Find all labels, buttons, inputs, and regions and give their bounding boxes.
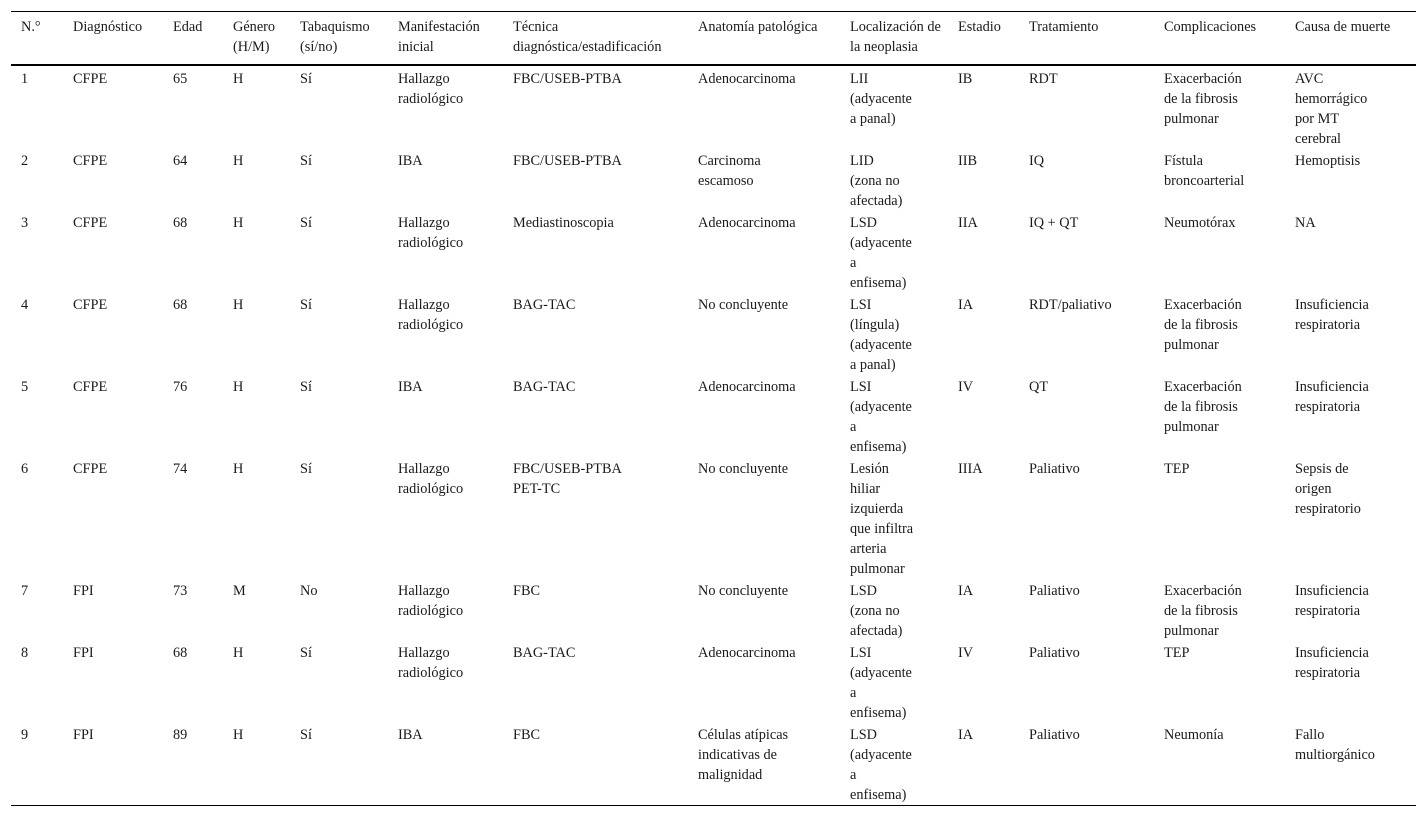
cell-edad: 68 [173,645,188,661]
cell-estadio: IA [958,583,974,599]
cell-anatomia: Adenocarcinoma [698,645,796,661]
cell-tratamiento: RDT/paliativo [1029,297,1112,313]
cell-edad: 89 [173,727,188,743]
cell-num: 1 [21,71,29,87]
cell-diagnostico: CFPE [73,297,108,313]
cell-edad: 65 [173,71,188,87]
cell-complicaciones: Exacerbación de la fibrosis pulmonar [1164,379,1242,435]
cell-edad: 74 [173,461,188,477]
cell-complicaciones: Neumotórax [1164,215,1236,231]
cell-tecnica: FBC/USEB-PTBA [513,153,622,169]
cell-estadio: IA [958,727,974,743]
cell-manifestacion: IBA [398,153,423,169]
cell-causa-muerte: NA [1295,215,1316,231]
column-header: Anatomía patológica [698,19,818,35]
table-row [11,723,1416,806]
cell-localizacion: LSI (adyacente a enfisema) [850,645,912,721]
cell-complicaciones: TEP [1164,645,1190,661]
cell-num: 2 [21,153,29,169]
cell-manifestacion: Hallazgo radiológico [398,297,464,333]
cell-num: 7 [21,583,29,599]
cell-tecnica: BAG-TAC [513,297,576,313]
cell-tabaquismo: Sí [300,461,312,477]
cell-causa-muerte: Insuficiencia respiratoria [1295,297,1369,333]
cell-tratamiento: IQ + QT [1029,215,1079,231]
cell-edad: 68 [173,297,188,313]
cell-num: 3 [21,215,29,231]
cell-diagnostico: FPI [73,727,94,743]
cell-tecnica: Mediastinoscopia [513,215,614,231]
cell-anatomia: No concluyente [698,297,789,313]
cell-localizacion: LID (zona no afectada) [850,153,903,209]
cell-localizacion: LII (adyacente a panal) [850,71,912,127]
cell-estadio: IA [958,297,974,313]
column-header: Género (H/M) [233,19,276,55]
cell-causa-muerte: Insuficiencia respiratoria [1295,379,1369,415]
column-header: Causa de muerte [1295,19,1391,35]
cell-edad: 76 [173,379,188,395]
column-header: Tabaquismo (sí/no) [300,19,370,55]
cell-manifestacion: Hallazgo radiológico [398,215,464,251]
table-row [11,293,1416,375]
cell-diagnostico: CFPE [73,379,108,395]
cell-anatomia: Células atípicas indicativas de malignidad [698,727,789,783]
cell-diagnostico: FPI [73,583,94,599]
column-header: N.° [21,19,41,35]
cell-tratamiento: IQ [1029,153,1045,169]
cell-genero: H [233,71,244,87]
cell-genero: H [233,645,244,661]
cell-tratamiento: RDT [1029,71,1058,87]
table-body [11,65,1416,806]
cell-estadio: IIIA [958,461,983,477]
cell-anatomia: No concluyente [698,461,789,477]
column-header: Técnica diagnóstica/estadificación [513,19,662,55]
cell-anatomia: No concluyente [698,583,789,599]
cell-tratamiento: QT [1029,379,1049,395]
cell-estadio: IV [958,645,974,661]
cell-tabaquismo: Sí [300,645,312,661]
cell-genero: H [233,153,244,169]
cell-manifestacion: Hallazgo radiológico [398,583,464,619]
cell-tabaquismo: Sí [300,727,312,743]
table-row [11,149,1416,211]
cell-causa-muerte: Insuficiencia respiratoria [1295,583,1369,619]
cell-edad: 73 [173,583,188,599]
cell-diagnostico: CFPE [73,215,108,231]
cell-edad: 64 [173,153,188,169]
column-header: Localización de la neoplasia [850,19,941,55]
cell-manifestacion: IBA [398,727,423,743]
cell-complicaciones: TEP [1164,461,1190,477]
cell-tratamiento: Paliativo [1029,583,1080,599]
cell-tabaquismo: Sí [300,153,312,169]
cell-anatomia: Carcinoma escamoso [698,153,761,189]
cell-tabaquismo: Sí [300,71,312,87]
table-row [11,65,1416,149]
column-header: Estadio [958,19,1001,35]
column-header: Edad [173,19,203,35]
cell-num: 9 [21,727,29,743]
cell-tecnica: BAG-TAC [513,645,576,661]
cell-causa-muerte: Fallo multiorgánico [1295,727,1375,763]
table-row [11,375,1416,457]
cell-diagnostico: FPI [73,645,94,661]
cell-num: 5 [21,379,29,395]
cell-num: 6 [21,461,29,477]
cell-tabaquismo: No [300,583,318,599]
cell-complicaciones: Fístula broncoarterial [1164,153,1245,189]
cell-tecnica: FBC [513,727,541,743]
clinical-cases-table [11,11,1416,806]
cell-num: 4 [21,297,29,313]
cell-localizacion: LSD (zona no afectada) [850,583,903,639]
cell-anatomia: Adenocarcinoma [698,215,796,231]
cell-genero: H [233,215,244,231]
cell-complicaciones: Exacerbación de la fibrosis pulmonar [1164,297,1242,353]
cell-diagnostico: CFPE [73,461,108,477]
cell-localizacion: LSI (língula) (adyacente a panal) [850,297,912,373]
cell-tratamiento: Paliativo [1029,461,1080,477]
cell-tabaquismo: Sí [300,215,312,231]
column-header: Manifestación inicial [398,19,480,55]
column-header: Complicaciones [1164,19,1257,35]
table-row [11,457,1416,579]
cell-num: 8 [21,645,29,661]
cell-complicaciones: Exacerbación de la fibrosis pulmonar [1164,583,1242,639]
cell-diagnostico: CFPE [73,71,108,87]
cell-manifestacion: Hallazgo radiológico [398,461,464,497]
cell-estadio: IIB [958,153,978,169]
cell-tecnica: FBC/USEB-PTBA PET-TC [513,461,622,497]
cell-complicaciones: Neumonía [1164,727,1224,743]
cell-genero: H [233,297,244,313]
cell-anatomia: Adenocarcinoma [698,71,796,87]
cell-causa-muerte: Sepsis de origen respiratorio [1295,461,1361,517]
table-header [11,12,1416,66]
cell-estadio: IV [958,379,974,395]
cell-complicaciones: Exacerbación de la fibrosis pulmonar [1164,71,1242,127]
cell-localizacion: LSI (adyacente a enfisema) [850,379,912,455]
cell-estadio: IIA [958,215,978,231]
cell-genero: H [233,379,244,395]
column-header: Tratamiento [1029,19,1099,35]
cell-causa-muerte: Insuficiencia respiratoria [1295,645,1369,681]
cell-manifestacion: Hallazgo radiológico [398,71,464,107]
column-header: Diagnóstico [73,19,143,35]
cell-edad: 68 [173,215,188,231]
cell-tratamiento: Paliativo [1029,727,1080,743]
table-row [11,211,1416,293]
cell-tecnica: BAG-TAC [513,379,576,395]
cell-tratamiento: Paliativo [1029,645,1080,661]
cell-localizacion: LSD (adyacente a enfisema) [850,215,912,291]
table-container [11,11,1416,806]
cell-tecnica: FBC/USEB-PTBA [513,71,622,87]
cell-tabaquismo: Sí [300,297,312,313]
cell-localizacion: LSD (adyacente a enfisema) [850,727,912,803]
cell-localizacion: Lesión hiliar izquierda que infiltra arteria pulmonar [850,461,914,577]
header-row [11,12,1416,66]
table-row [11,641,1416,723]
cell-diagnostico: CFPE [73,153,108,169]
cell-tecnica: FBC [513,583,541,599]
cell-genero: M [233,583,246,599]
cell-estadio: IB [958,71,973,87]
cell-genero: H [233,727,244,743]
cell-tabaquismo: Sí [300,379,312,395]
table-row [11,579,1416,641]
cell-manifestacion: IBA [398,379,423,395]
cell-anatomia: Adenocarcinoma [698,379,796,395]
cell-genero: H [233,461,244,477]
cell-causa-muerte: AVC hemorrágico por MT cerebral [1295,71,1368,147]
cell-manifestacion: Hallazgo radiológico [398,645,464,681]
cell-causa-muerte: Hemoptisis [1295,153,1361,169]
